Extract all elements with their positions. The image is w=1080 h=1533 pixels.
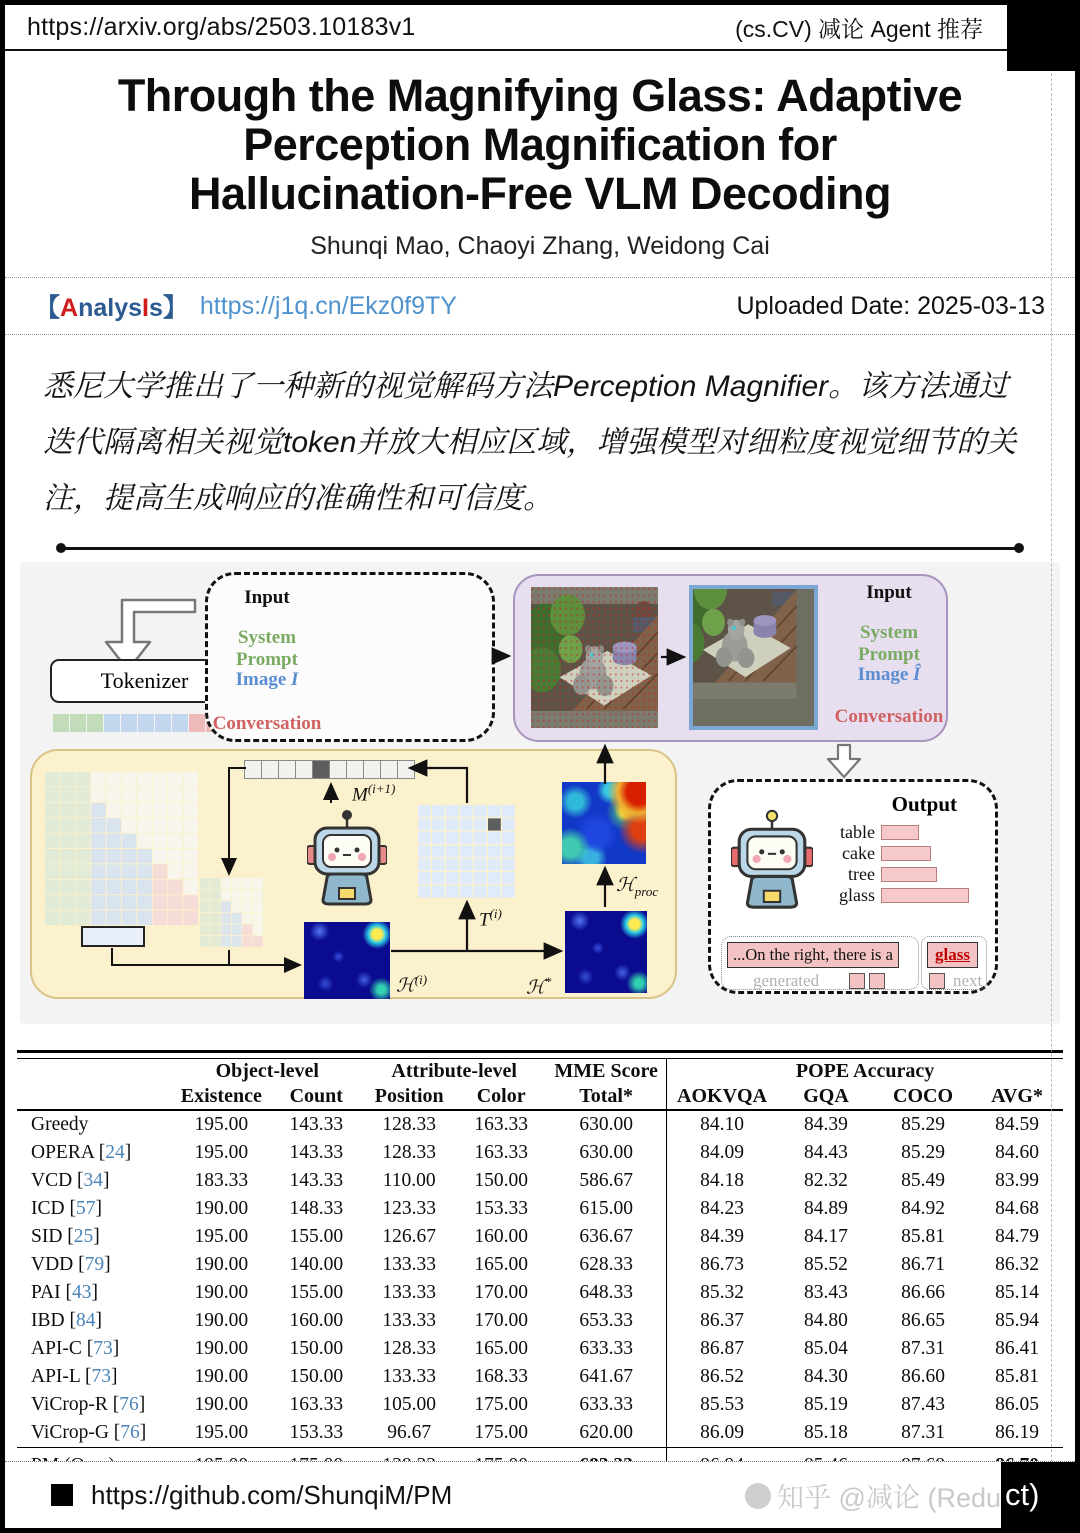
output-bar-label: tree	[848, 864, 875, 885]
value-cell: 84.10	[667, 1110, 777, 1139]
value-cell: 190.00	[194, 1282, 249, 1304]
image-label: Image I	[235, 669, 299, 691]
attention-matrix-small	[200, 878, 264, 948]
system-prompt-label: System Prompt	[858, 622, 920, 666]
value-cell: 633.33	[579, 1338, 633, 1360]
method-cell: VDD [79]	[31, 1254, 111, 1276]
paper-title: Through the Magnifying Glass: Adaptive Perception Magnification for Hallucination-Free VLM Decoding	[117, 70, 963, 220]
attribute-level-header: Attribute-level	[391, 1060, 517, 1083]
category-tag: (cs.CV) 减论 Agent 推荐	[735, 15, 983, 42]
value-cell: 143.33	[289, 1170, 344, 1192]
h-i-label: ℋ$^{(i)}$	[396, 972, 428, 997]
conversation-label: Conversation	[212, 713, 322, 735]
zhihu-logo-icon	[745, 1483, 771, 1509]
method-cell: ICD [57]	[31, 1198, 102, 1220]
mask-token-bar	[245, 760, 415, 779]
mme-score-header: MME Score	[554, 1060, 658, 1083]
value-cell: 133.33	[382, 1282, 437, 1304]
magnified-image	[689, 585, 818, 730]
value-cell: 163.33	[474, 1114, 528, 1136]
value-cell: 641.67	[579, 1366, 633, 1388]
output-bar-label: glass	[839, 885, 875, 906]
value-cell: 190.00	[194, 1310, 249, 1332]
value-cell: 85.14	[995, 1282, 1039, 1304]
generated-token-square	[849, 973, 865, 989]
value-cell: 150.00	[474, 1170, 528, 1192]
analysis-bar	[5, 278, 1075, 335]
table-top-rule	[17, 1050, 1063, 1059]
value-cell: 140.00	[289, 1254, 344, 1276]
vlm-robot-icon	[307, 808, 387, 908]
value-cell: 195.00	[194, 1142, 249, 1164]
value-cell: 85.81	[995, 1366, 1039, 1388]
output-bar-label: table	[840, 822, 875, 843]
table-row	[17, 1251, 1063, 1279]
sentence-box: ...On the right, there is a	[727, 942, 899, 968]
dashed-fold-line	[1051, 53, 1052, 1462]
input-title: Input	[244, 587, 290, 609]
token-grid-image	[531, 587, 658, 728]
value-cell: 195.00	[194, 1422, 249, 1444]
value-cell: 84.39	[804, 1114, 848, 1136]
table-group-header-row	[17, 1059, 1063, 1084]
value-cell: 160.00	[474, 1226, 528, 1248]
value-cell: 84.39	[667, 1223, 777, 1251]
value-cell: 86.71	[901, 1254, 945, 1276]
value-cell: 633.33	[579, 1394, 633, 1416]
value-cell: 84.68	[995, 1198, 1039, 1220]
value-cell: 586.67	[579, 1170, 633, 1192]
value-cell: 87.31	[901, 1338, 945, 1360]
next-token-square	[929, 973, 945, 989]
table-row	[17, 1307, 1063, 1335]
input-title: Input	[866, 582, 912, 604]
tokenizer-box: Tokenizer	[50, 659, 239, 703]
value-cell: 85.29	[901, 1114, 945, 1136]
value-cell: 170.00	[474, 1282, 528, 1304]
method-cell: OPERA [24]	[31, 1142, 132, 1164]
output-title: Output	[891, 792, 957, 817]
value-cell: 84.80	[804, 1310, 848, 1332]
next-label: next	[953, 971, 983, 991]
value-cell: 150.00	[289, 1338, 344, 1360]
value-cell: 636.67	[579, 1226, 633, 1248]
value-cell: 84.17	[804, 1226, 848, 1248]
value-cell: 160.00	[289, 1310, 344, 1332]
value-cell: 148.33	[289, 1198, 344, 1220]
value-cell: 183.33	[194, 1170, 249, 1192]
h-star-label: ℋ*	[526, 974, 552, 999]
value-cell: 615.00	[579, 1198, 633, 1220]
output-bar	[881, 888, 969, 903]
value-cell: 85.19	[804, 1394, 848, 1416]
short-link[interactable]: https://j1q.cn/Ekz0f9TY	[199, 291, 457, 320]
top-bar	[5, 5, 1075, 51]
value-cell: 190.00	[194, 1394, 249, 1416]
table-row	[17, 1335, 1063, 1363]
attention-matrix-large	[45, 772, 200, 927]
table-row	[17, 1223, 1063, 1251]
attention-heatmap-star	[565, 911, 647, 993]
value-cell: 165.00	[474, 1254, 528, 1276]
method-cell: API-L [73]	[31, 1366, 118, 1388]
token-selection-grid	[418, 805, 516, 899]
value-cell: 84.30	[804, 1366, 848, 1388]
analysis-brand: 【AnalysIs】	[35, 294, 188, 323]
method-figure	[20, 562, 1060, 1024]
value-cell: 195.00	[194, 1114, 249, 1136]
table-row	[17, 1139, 1063, 1167]
value-cell: 86.65	[901, 1310, 945, 1332]
value-cell: 155.00	[289, 1226, 344, 1248]
value-cell: 84.79	[995, 1226, 1039, 1248]
value-cell: 163.33	[474, 1142, 528, 1164]
value-cell: 84.60	[995, 1142, 1039, 1164]
h-proc-label: ℋ$_{proc}$	[616, 875, 659, 900]
value-cell: 630.00	[579, 1142, 633, 1164]
selected-row-box	[81, 926, 145, 947]
results-table-body	[17, 1110, 1063, 1484]
value-cell: 85.18	[804, 1422, 848, 1444]
table-row	[17, 1110, 1063, 1139]
object-level-header: Object-level	[215, 1060, 319, 1083]
value-cell: 85.29	[901, 1142, 945, 1164]
m-label: $M^{(i+1)}$	[352, 781, 396, 806]
method-cell: ViCrop-G [76]	[31, 1422, 147, 1444]
value-cell: 628.33	[579, 1254, 633, 1276]
value-cell: 84.23	[667, 1195, 777, 1223]
value-cell: 123.33	[382, 1198, 437, 1220]
title-section	[5, 51, 1075, 278]
value-cell: 86.32	[995, 1254, 1039, 1276]
value-cell: 85.94	[995, 1310, 1039, 1332]
value-cell: 155.00	[289, 1282, 344, 1304]
table-row	[17, 1363, 1063, 1391]
generated-token-square	[869, 973, 885, 989]
system-prompt-label: System Prompt	[236, 627, 298, 671]
value-cell: 85.53	[667, 1391, 777, 1419]
value-cell: 86.09	[667, 1419, 777, 1448]
value-cell: 126.67	[382, 1226, 437, 1248]
value-cell: 85.52	[804, 1254, 848, 1276]
value-cell: 168.33	[474, 1366, 528, 1388]
value-cell: 86.37	[667, 1307, 777, 1335]
method-cell: Greedy	[31, 1114, 89, 1136]
value-cell: 128.33	[382, 1114, 437, 1136]
table-row	[17, 1195, 1063, 1223]
value-cell: 653.33	[579, 1310, 633, 1332]
uploaded-date: Uploaded Date: 2025-03-13	[736, 291, 1045, 320]
value-cell: 85.49	[901, 1170, 945, 1192]
value-cell: 128.33	[382, 1338, 437, 1360]
value-cell: 143.33	[289, 1114, 344, 1136]
value-cell: 85.81	[901, 1226, 945, 1248]
value-cell: 153.33	[474, 1198, 528, 1220]
value-cell: 86.60	[901, 1366, 945, 1388]
value-cell: 170.00	[474, 1310, 528, 1332]
value-cell: 190.00	[194, 1366, 249, 1388]
value-cell: 163.33	[289, 1394, 344, 1416]
value-cell: 150.00	[289, 1366, 344, 1388]
method-cell: PAI [43]	[31, 1282, 99, 1304]
value-cell: 133.33	[382, 1310, 437, 1332]
output-bar-label: cake	[842, 843, 875, 864]
value-cell: 133.33	[382, 1366, 437, 1388]
value-cell: 84.43	[804, 1142, 848, 1164]
output-robot-icon	[731, 808, 813, 912]
value-cell: 86.05	[995, 1394, 1039, 1416]
processed-heatmap	[562, 782, 646, 864]
value-cell: 195.00	[194, 1226, 249, 1248]
image-hat-label: Image Î	[857, 664, 921, 686]
value-cell: 82.32	[804, 1170, 848, 1192]
footer-bar	[5, 1461, 1075, 1528]
value-cell: 86.41	[995, 1338, 1039, 1360]
method-cell: SID [25]	[31, 1226, 100, 1248]
value-cell: 86.73	[667, 1251, 777, 1279]
conversation-label: Conversation	[834, 706, 944, 728]
table-row	[17, 1167, 1063, 1195]
value-cell: 86.66	[901, 1282, 945, 1304]
method-cell: ViCrop-R [76]	[31, 1394, 146, 1416]
value-cell: 84.09	[667, 1139, 777, 1167]
value-cell: 175.00	[474, 1394, 528, 1416]
value-cell: 165.00	[474, 1338, 528, 1360]
output-box	[708, 779, 998, 994]
authors: Shunqi Mao, Chaoyi Zhang, Weidong Cai	[310, 232, 770, 261]
pope-accuracy-header: POPE Accuracy	[667, 1059, 1063, 1084]
value-cell: 110.00	[382, 1170, 436, 1192]
results-table-section	[17, 1050, 1063, 1493]
table-column-header-row: Existence Count Position Color Total* AOKVQA GQA COCO AVG*	[17, 1084, 1063, 1110]
input-box	[205, 572, 495, 742]
output-bar	[881, 825, 919, 840]
value-cell: 84.18	[667, 1167, 777, 1195]
value-cell: 153.33	[289, 1422, 344, 1444]
value-cell: 190.00	[194, 1338, 249, 1360]
top-right-black-block	[1007, 5, 1075, 71]
github-link[interactable]: https://github.com/ShunqiM/PM	[91, 1479, 453, 1510]
value-cell: 648.33	[579, 1282, 633, 1304]
value-cell: 83.43	[804, 1282, 848, 1304]
value-cell: 630.00	[579, 1114, 633, 1136]
t-label: $T^{(i)}$	[479, 906, 502, 931]
watermark: 知乎 @减论 (Redu	[745, 1476, 1001, 1515]
output-bar	[881, 846, 931, 861]
generated-label: generated	[753, 971, 820, 991]
next-word-box: glass	[927, 942, 978, 968]
attention-heatmap-i	[304, 922, 390, 999]
value-cell: 84.92	[901, 1198, 945, 1220]
value-cell: 85.32	[667, 1279, 777, 1307]
value-cell: 105.00	[382, 1394, 437, 1416]
value-cell: 128.33	[382, 1142, 437, 1164]
table-row	[17, 1419, 1063, 1448]
value-cell: 190.00	[194, 1198, 249, 1220]
value-cell: 86.87	[667, 1335, 777, 1363]
value-cell: 86.52	[667, 1363, 777, 1391]
generated-sentence	[721, 942, 989, 990]
table-row	[17, 1391, 1063, 1419]
arxiv-url-link[interactable]: https://arxiv.org/abs/2503.10183v1	[27, 12, 416, 41]
value-cell: 84.89	[804, 1198, 848, 1220]
divider-rule	[61, 547, 1019, 550]
value-cell: 175.00	[474, 1422, 528, 1444]
results-table	[17, 1059, 1063, 1484]
bullet-square-icon	[51, 1484, 73, 1506]
value-cell: 83.99	[995, 1170, 1039, 1192]
method-cell: VCD [34]	[31, 1170, 110, 1192]
method-cell: IBD [84]	[31, 1310, 102, 1332]
value-cell: 86.19	[995, 1422, 1039, 1444]
value-cell: 143.33	[289, 1142, 344, 1164]
output-bars	[823, 822, 993, 906]
value-cell: 85.04	[804, 1338, 848, 1360]
table-row	[17, 1279, 1063, 1307]
bottom-right-black-block: ct)	[1001, 1462, 1075, 1528]
output-bar	[881, 867, 937, 882]
value-cell: 87.31	[901, 1422, 945, 1444]
value-cell: 84.59	[995, 1114, 1039, 1136]
value-cell: 190.00	[194, 1254, 249, 1276]
summary-text: 悉尼大学推出了一种新的视觉解码方法Perception Magnifier。该方法通过迭代隔离相关视觉token并放大相应区域，增强模型对细粒度视觉细节的关注，提高生成响应的准确性和可信度。	[43, 370, 1017, 516]
value-cell: 87.43	[901, 1394, 945, 1416]
method-cell: API-C [73]	[31, 1338, 120, 1360]
value-cell: 133.33	[382, 1254, 437, 1276]
value-cell: 620.00	[579, 1422, 633, 1444]
value-cell: 96.67	[387, 1422, 432, 1444]
